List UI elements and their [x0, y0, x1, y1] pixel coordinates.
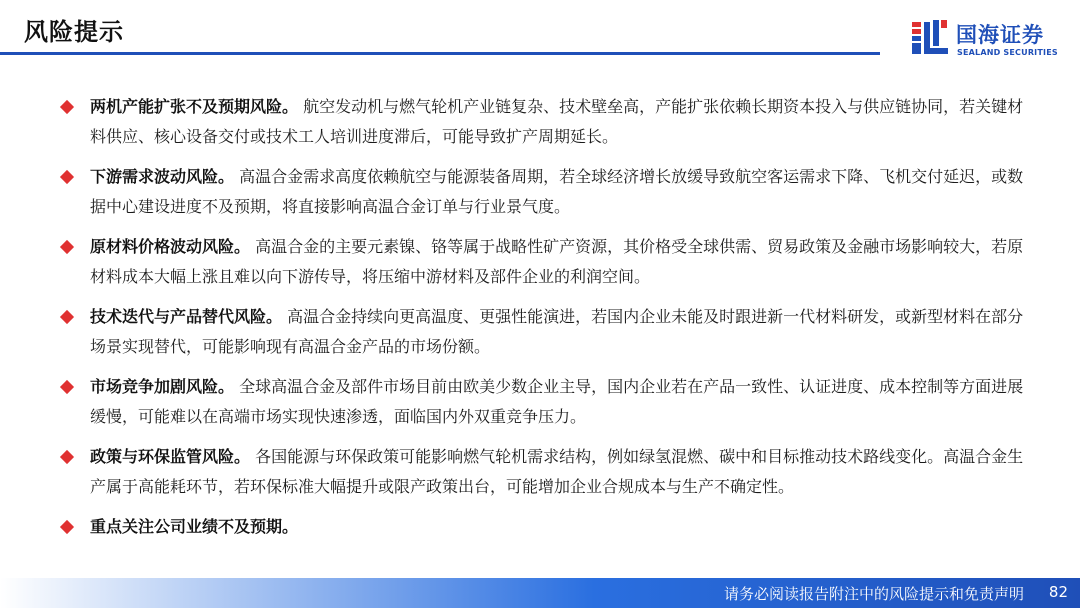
page-number: 82 [1048, 583, 1068, 601]
risk-title: 政策与环保监管风险。 [90, 447, 251, 466]
risk-item [60, 162, 1030, 222]
diamond-bullet-icon [60, 170, 74, 184]
header-divider [0, 52, 880, 55]
risk-text: 高温合金持续向更高温度、更强性能演进，若国内企业未能及时跟进新一代材料研发，或新型材料在部分场景实现替代，可能影响现有高温合金产品的市场份额。 [90, 307, 1024, 356]
risk-item [60, 232, 1030, 292]
risk-item [60, 512, 1030, 542]
diamond-bullet-icon [60, 450, 74, 464]
diamond-bullet-icon [60, 520, 74, 534]
diamond-bullet-icon [60, 240, 74, 254]
risk-text: 高温合金需求高度依赖航空与能源装备周期，若全球经济增长放缓导致航空客运需求下降、飞机交付延迟，或数据中心建设进度不及预期，将直接影响高温合金订单与行业景气度。 [90, 167, 1024, 216]
footer-bar [0, 578, 1080, 608]
risk-item [60, 92, 1030, 152]
sealand-logo-icon [908, 18, 950, 58]
risk-text: 全球高温合金及部件市场目前由欧美少数企业主导，国内企业若在产品一致性、认证进度、成本控制等方面进展缓慢，可能难以在高端市场实现快速渗透，面临国内外双重竞争压力。 [90, 377, 1024, 426]
brand-logo [908, 18, 1068, 62]
risk-text: 高温合金的主要元素镍、铬等属于战略性矿产资源，其价格受全球供需、贸易政策及金融市场影响较大，若原材料成本大幅上涨且难以向下游传导，将压缩中游材料及部件企业的利润空间。 [90, 237, 1024, 286]
risk-title: 原材料价格波动风险。 [90, 237, 251, 256]
risk-title: 市场竞争加剧风险。 [90, 377, 235, 396]
risk-text: 各国能源与环保政策可能影响燃气轮机需求结构，例如绿氢混燃、碳中和目标推动技术路线变化。高温合金生产属于高能耗环节，若环保标准大幅提升或限产政策出台，可能增加企业合规成本与生产不确定性。 [90, 447, 1024, 496]
risk-title: 下游需求波动风险。 [90, 167, 235, 186]
risk-list [60, 92, 1030, 552]
footer-disclaimer: 请务必阅读报告附注中的风险提示和免责声明 [723, 585, 1024, 603]
risk-item [60, 442, 1030, 502]
risk-title: 重点关注公司业绩不及预期。 [90, 517, 299, 536]
page-title: 风险提示 [24, 18, 124, 46]
diamond-bullet-icon [60, 100, 74, 114]
diamond-bullet-icon [60, 310, 74, 324]
risk-title: 技术迭代与产品替代风险。 [90, 307, 283, 326]
risk-item [60, 372, 1030, 432]
page-header [0, 0, 1080, 62]
diamond-bullet-icon [60, 380, 74, 394]
risk-item [60, 302, 1030, 362]
brand-name-en: SEALAND SECURITIES [957, 48, 1058, 57]
brand-name-cn: 国海证券 [956, 23, 1044, 47]
risk-text: 航空发动机与燃气轮机产业链复杂、技术壁垒高，产能扩张依赖长期资本投入与供应链协同，若关键材料供应、核心设备交付或技术工人培训进度滞后，可能导致扩产周期延长。 [90, 97, 1024, 146]
risk-title: 两机产能扩张不及预期风险。 [90, 97, 299, 116]
